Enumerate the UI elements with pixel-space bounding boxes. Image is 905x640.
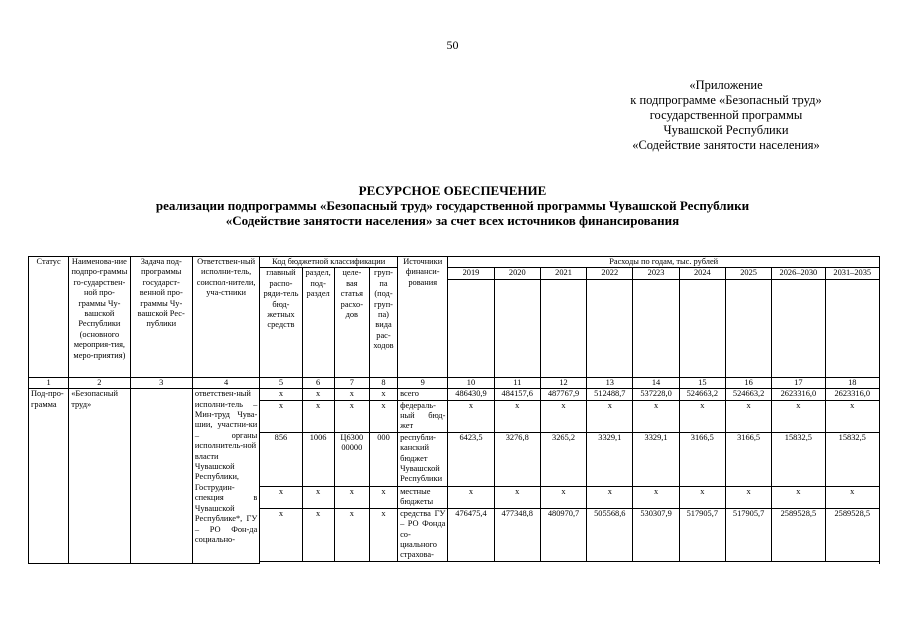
column-number: 18 bbox=[825, 377, 879, 388]
cell-value: x bbox=[540, 486, 586, 508]
cell-kbk-section: x bbox=[302, 508, 334, 561]
header-year-spacer bbox=[679, 279, 725, 377]
cell-value: 537228,0 bbox=[633, 389, 679, 400]
cell-kbk-section: 1006 bbox=[302, 432, 334, 486]
cell-value: 15832,5 bbox=[772, 432, 825, 486]
cell-kbk-target: x bbox=[334, 486, 369, 508]
resource-table bbox=[28, 256, 880, 564]
cell-source: республи-канский бюджет Чувашской Республики bbox=[398, 432, 448, 486]
cell-value: 2623316,0 bbox=[772, 389, 825, 400]
column-number: 16 bbox=[725, 377, 771, 388]
cell-value: x bbox=[633, 486, 679, 508]
cell-value: 487767,9 bbox=[540, 389, 586, 400]
column-numbers-row bbox=[29, 377, 880, 388]
cell-value: 530307,9 bbox=[633, 508, 679, 561]
row-responsible: ответствен-ный исполни-тель – Мин-труд Чува-шии, участни-ки – органы исполнитель-ной власти Чувашской Республики, Гострудин-спекция в Чувашской Республике*, ГУ – РО Фон-да социально- bbox=[192, 389, 259, 564]
cell-kbk-section: x bbox=[302, 486, 334, 508]
header-year: 2022 bbox=[587, 268, 633, 279]
header-responsible: Ответствен-ный исполни-тель, соиспол-нители, уча-стники bbox=[192, 257, 259, 378]
cell-kbk-section: x bbox=[302, 389, 334, 400]
cell-value: 480970,7 bbox=[540, 508, 586, 561]
cell-kbk-target: Ц6300 00000 bbox=[334, 432, 369, 486]
title-line: реализации подпрограммы «Безопасный труд» государственной программы Чувашской Республики bbox=[155, 198, 750, 213]
row-name: «Безопасный труд» bbox=[69, 389, 130, 564]
document-title bbox=[0, 183, 905, 228]
row-task bbox=[130, 389, 192, 564]
column-number: 9 bbox=[398, 377, 448, 388]
cell-value: x bbox=[772, 400, 825, 432]
header-year: 2021 bbox=[540, 268, 586, 279]
row-status: Под-про-грамма bbox=[29, 389, 69, 564]
appendix-line: государственной программы bbox=[649, 108, 803, 122]
cell-kbk-main: x bbox=[260, 400, 302, 432]
appendix-block bbox=[560, 78, 892, 153]
cell-value: 6423,5 bbox=[448, 432, 494, 486]
cell-value: 3329,1 bbox=[587, 432, 633, 486]
cell-source: всего bbox=[398, 389, 448, 400]
cell-value: x bbox=[725, 486, 771, 508]
cell-kbk-target: x bbox=[334, 400, 369, 432]
cell-kbk-main: x bbox=[260, 486, 302, 508]
cell-value: 484157,6 bbox=[494, 389, 540, 400]
appendix-line: к подпрограмме «Безопасный труд» bbox=[630, 93, 822, 107]
column-number: 6 bbox=[302, 377, 334, 388]
header-kbk-group-exp: груп-па (под-груп-па) вида рас-ходов bbox=[369, 268, 397, 377]
cell-kbk-target: x bbox=[334, 389, 369, 400]
header-year: 2024 bbox=[679, 268, 725, 279]
column-number: 17 bbox=[772, 377, 825, 388]
header-year-spacer bbox=[825, 279, 879, 377]
column-number: 3 bbox=[130, 377, 192, 388]
cell-value: x bbox=[494, 486, 540, 508]
header-year-spacer bbox=[633, 279, 679, 377]
cell-value: 3276,8 bbox=[494, 432, 540, 486]
cell-value: x bbox=[448, 486, 494, 508]
title-line: РЕСУРСНОЕ ОБЕСПЕЧЕНИЕ bbox=[358, 183, 547, 198]
cell-source: местные бюджеты bbox=[398, 486, 448, 508]
header-year: 2025 bbox=[725, 268, 771, 279]
header-status: Статус bbox=[29, 257, 69, 378]
cell-kbk-group: x bbox=[369, 508, 397, 561]
cell-value: 524663,2 bbox=[679, 389, 725, 400]
header-year: 2026–2030 bbox=[772, 268, 825, 279]
cell-value: x bbox=[825, 400, 879, 432]
cell-kbk-group: x bbox=[369, 486, 397, 508]
cell-value: 477348,8 bbox=[494, 508, 540, 561]
cell-value: x bbox=[494, 400, 540, 432]
cell-value: 2623316,0 bbox=[825, 389, 879, 400]
column-number: 11 bbox=[494, 377, 540, 388]
cell-kbk-section: x bbox=[302, 400, 334, 432]
cell-kbk-main: x bbox=[260, 389, 302, 400]
column-number: 4 bbox=[192, 377, 259, 388]
header-name: Наименова-ние подпро-граммы го-сударствен-ной про-граммы Чу-вашской Республики (основного мероприя-тия, меро-приятия) bbox=[69, 257, 130, 378]
header-sources: Источники финанси-рования bbox=[398, 257, 448, 378]
cell-kbk-target: x bbox=[334, 508, 369, 561]
header-kbk-group: Код бюджетной классификации bbox=[260, 257, 398, 268]
header-year: 2023 bbox=[633, 268, 679, 279]
cell-value: 3166,5 bbox=[725, 432, 771, 486]
cell-value: 505568,6 bbox=[587, 508, 633, 561]
column-number: 8 bbox=[369, 377, 397, 388]
header-task: Задача под-программы государст-венной про-граммы Чу-вашской Рес-публики bbox=[130, 257, 192, 378]
column-number: 7 bbox=[334, 377, 369, 388]
cell-value: x bbox=[587, 400, 633, 432]
cell-value: x bbox=[633, 400, 679, 432]
cell-value: 524663,2 bbox=[725, 389, 771, 400]
header-kbk-main: главный распо-ряди-тель бюд-жетных средств bbox=[260, 268, 302, 377]
cell-value: 15832,5 bbox=[825, 432, 879, 486]
cell-value: x bbox=[587, 486, 633, 508]
header-year: 2020 bbox=[494, 268, 540, 279]
header-kbk-target: целе-вая статья расхо-дов bbox=[334, 268, 369, 377]
appendix-line: «Содействие занятости населения» bbox=[632, 138, 820, 152]
title-line: «Содействие занятости населения» за счет всех источников финансирования bbox=[225, 213, 680, 228]
header-year-spacer bbox=[448, 279, 494, 377]
header-year-spacer bbox=[494, 279, 540, 377]
cell-value: x bbox=[679, 400, 725, 432]
continuation-spacer bbox=[260, 561, 880, 564]
column-number: 5 bbox=[260, 377, 302, 388]
column-number: 12 bbox=[540, 377, 586, 388]
cell-kbk-group: 000 bbox=[369, 432, 397, 486]
page-number: 50 bbox=[446, 38, 459, 52]
cell-value: 512488,7 bbox=[587, 389, 633, 400]
column-number: 15 bbox=[679, 377, 725, 388]
cell-value: 3166,5 bbox=[679, 432, 725, 486]
cell-value: 2589528,5 bbox=[772, 508, 825, 561]
header-year: 2019 bbox=[448, 268, 494, 279]
cell-kbk-main: x bbox=[260, 508, 302, 561]
appendix-line: «Приложение bbox=[689, 78, 763, 92]
cell-kbk-group: x bbox=[369, 389, 397, 400]
cell-value: x bbox=[448, 400, 494, 432]
cell-value: x bbox=[725, 400, 771, 432]
cell-value: 2589528,5 bbox=[825, 508, 879, 561]
header-year-spacer bbox=[725, 279, 771, 377]
cell-value: 476475,4 bbox=[448, 508, 494, 561]
appendix-line: Чувашской Республики bbox=[663, 123, 789, 137]
column-number: 14 bbox=[633, 377, 679, 388]
cell-value: x bbox=[540, 400, 586, 432]
column-number: 1 bbox=[29, 377, 69, 388]
header-expenses-group: Расходы по годам, тыс. рублей bbox=[448, 257, 880, 268]
cell-value: x bbox=[679, 486, 725, 508]
table-row bbox=[29, 389, 880, 400]
cell-value: x bbox=[772, 486, 825, 508]
header-year-spacer bbox=[772, 279, 825, 377]
cell-value: 3265,2 bbox=[540, 432, 586, 486]
column-number: 10 bbox=[448, 377, 494, 388]
cell-kbk-group: x bbox=[369, 400, 397, 432]
column-number: 2 bbox=[69, 377, 130, 388]
cell-source: федераль-ный бюд-жет bbox=[398, 400, 448, 432]
header-year-spacer bbox=[540, 279, 586, 377]
column-number: 13 bbox=[587, 377, 633, 388]
header-year: 2031–2035 bbox=[825, 268, 879, 279]
cell-kbk-main: 856 bbox=[260, 432, 302, 486]
cell-value: x bbox=[825, 486, 879, 508]
cell-value: 517905,7 bbox=[679, 508, 725, 561]
cell-value: 486430,9 bbox=[448, 389, 494, 400]
cell-source: средства ГУ – РО Фонда со-циального страхова- bbox=[398, 508, 448, 561]
cell-value: 3329,1 bbox=[633, 432, 679, 486]
header-kbk-section: раздел, под-раздел bbox=[302, 268, 334, 377]
header-year-spacer bbox=[587, 279, 633, 377]
cell-value: 517905,7 bbox=[725, 508, 771, 561]
